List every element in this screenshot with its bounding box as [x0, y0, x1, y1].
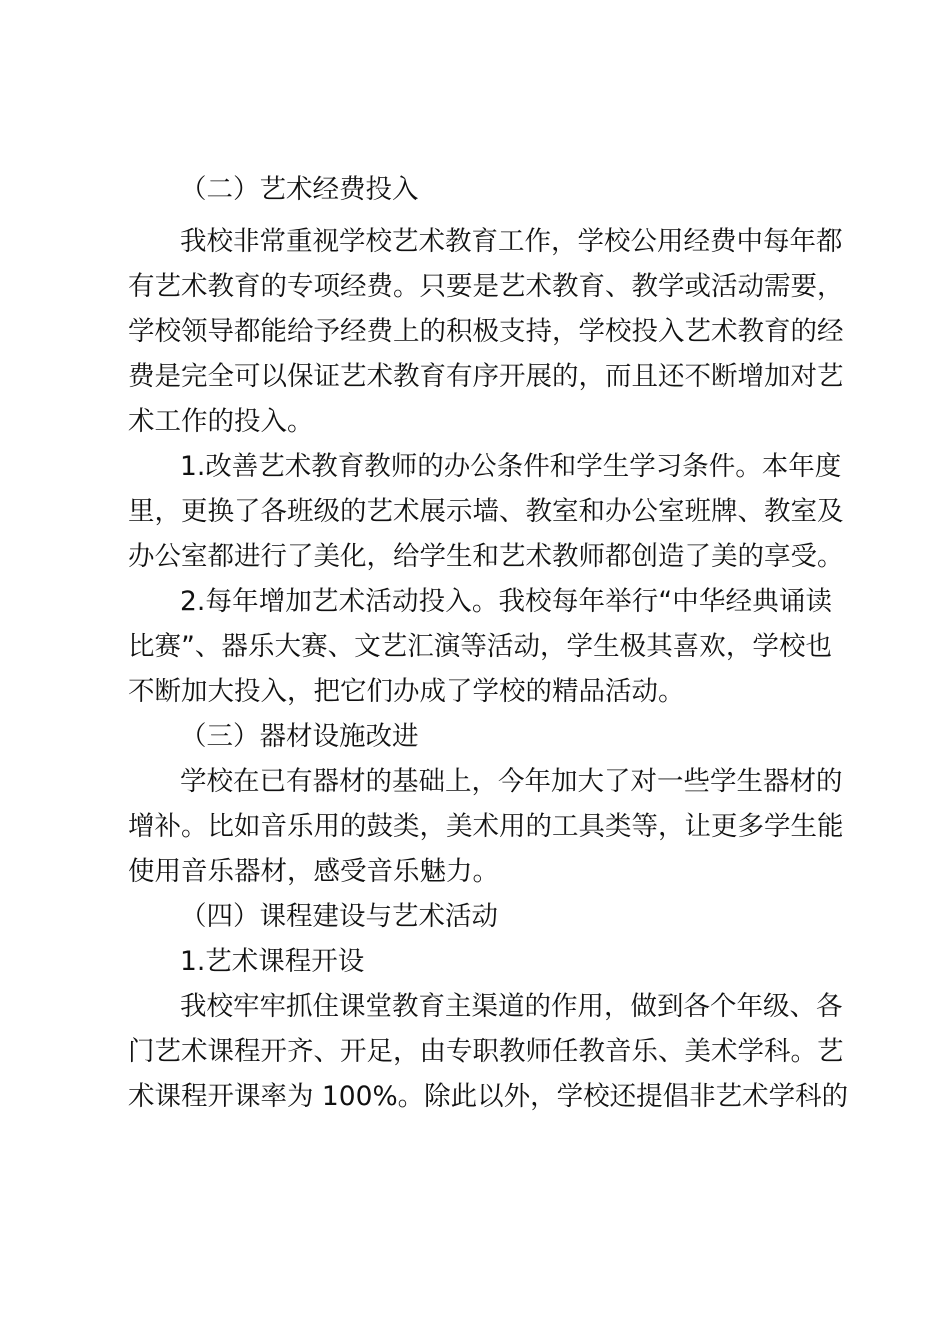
section-heading-equipment: （三）器材设施改进: [180, 721, 419, 752]
paragraph-line: 术工作的投入。: [128, 406, 314, 437]
paragraph-line: 学校领导都能给予经费上的积极支持，学校投入艺术教育的经: [128, 316, 844, 347]
paragraph-line: 门艺术课程开齐、开足，由专职教师任教音乐、美术学科。艺: [128, 1036, 844, 1067]
paragraph-line: 比赛”、器乐大赛、文艺汇演等活动，学生极其喜欢，学校也: [128, 631, 832, 662]
list-item-line: 2.每年增加艺术活动投入。我校每年举行“中华经典诵读: [180, 586, 832, 617]
paragraph-line: 增补。比如音乐用的鼓类，美术用的工具类等，让更多学生能: [128, 811, 844, 842]
list-item-line: 1.改善艺术教育教师的办公条件和学生学习条件。本年度: [180, 451, 842, 482]
paragraph-line: 里，更换了各班级的艺术展示墙、教室和办公室班牌、教室及: [128, 496, 844, 527]
paragraph-line: 学校在已有器材的基础上，今年加大了对一些学生器材的: [180, 766, 843, 797]
section-heading-curriculum: （四）课程建设与艺术活动: [180, 901, 498, 932]
paragraph-line: 我校牢牢抓住课堂教育主渠道的作用，做到各个年级、各: [180, 991, 843, 1022]
paragraph-line: 不断加大投入，把它们办成了学校的精品活动。: [128, 676, 685, 707]
paragraph-line: 使用音乐器材，感受音乐魅力。: [128, 856, 499, 887]
section-heading-art-funding: （二）艺术经费投入: [180, 174, 419, 205]
paragraph-line: 术课程开课率为 100%。除此以外，学校还提倡非艺术学科的: [128, 1081, 849, 1112]
paragraph-line: 办公室都进行了美化，给学生和艺术教师都创造了美的享受。: [128, 541, 844, 572]
paragraph-line: 有艺术教育的专项经费。只要是艺术教育、教学或活动需要，: [128, 271, 844, 302]
paragraph-line: 费是完全可以保证艺术教育有序开展的，而且还不断增加对艺: [128, 361, 844, 392]
subheading-art-courses: 1.艺术课程开设: [180, 946, 365, 977]
paragraph-line: 我校非常重视学校艺术教育工作，学校公用经费中每年都: [180, 226, 843, 257]
